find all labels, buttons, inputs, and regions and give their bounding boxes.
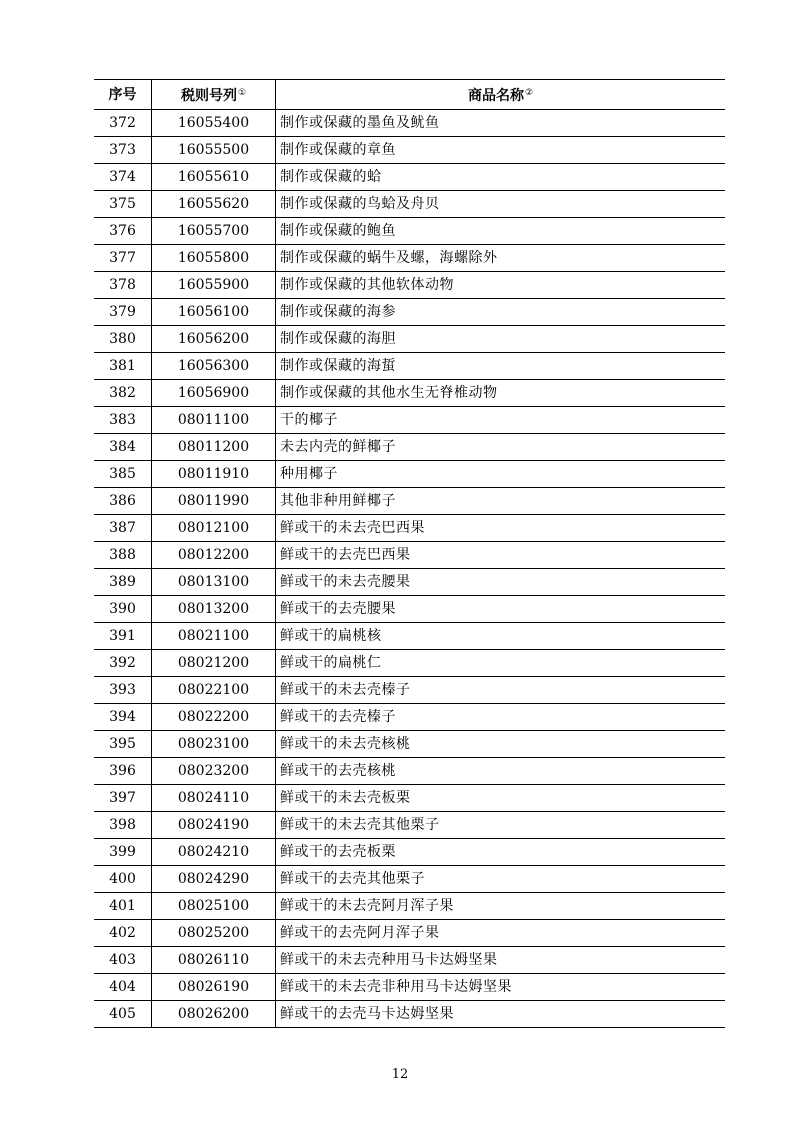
row-name: 鲜或干的去壳板栗 [276, 839, 726, 866]
row-name: 其他非种用鲜椰子 [276, 488, 726, 515]
row-code: 16055900 [152, 272, 276, 299]
row-name: 鲜或干的未去壳核桃 [276, 731, 726, 758]
row-code: 08022100 [152, 677, 276, 704]
row-name: 制作或保藏的海蜇 [276, 353, 726, 380]
row-seq: 388 [94, 542, 152, 569]
row-name: 鲜或干的未去壳非种用马卡达姆坚果 [276, 974, 726, 1001]
row-seq: 384 [94, 434, 152, 461]
row-name: 鲜或干的去壳榛子 [276, 704, 726, 731]
row-code: 08024210 [152, 839, 276, 866]
header-name-note: ② [524, 88, 534, 98]
row-seq: 375 [94, 191, 152, 218]
table-row [94, 137, 725, 164]
row-name: 鲜或干的未去壳腰果 [276, 569, 726, 596]
row-code: 08025200 [152, 920, 276, 947]
row-seq: 393 [94, 677, 152, 704]
row-seq: 397 [94, 785, 152, 812]
row-seq: 398 [94, 812, 152, 839]
table-row [94, 407, 725, 434]
row-seq: 372 [94, 110, 152, 137]
header-name [276, 80, 726, 110]
header-code [152, 80, 276, 110]
row-code: 16055800 [152, 245, 276, 272]
row-seq: 389 [94, 569, 152, 596]
row-seq: 382 [94, 380, 152, 407]
row-name: 制作或保藏的墨鱼及鱿鱼 [276, 110, 726, 137]
row-name: 鲜或干的未去壳榛子 [276, 677, 726, 704]
row-name: 鲜或干的去壳核桃 [276, 758, 726, 785]
table-row [94, 920, 725, 947]
table-row [94, 461, 725, 488]
row-code: 16056900 [152, 380, 276, 407]
row-seq: 378 [94, 272, 152, 299]
row-code: 16055620 [152, 191, 276, 218]
row-name: 制作或保藏的其他软体动物 [276, 272, 726, 299]
header-name-label: 商品名称 [467, 88, 524, 104]
row-name: 制作或保藏的蜗牛及螺，海螺除外 [276, 245, 726, 272]
table-row [94, 731, 725, 758]
row-seq: 401 [94, 893, 152, 920]
row-name: 种用椰子 [276, 461, 726, 488]
row-code: 16055610 [152, 164, 276, 191]
table-row [94, 866, 725, 893]
row-code: 08026110 [152, 947, 276, 974]
row-seq: 386 [94, 488, 152, 515]
table-row [94, 677, 725, 704]
row-code: 08026200 [152, 1001, 276, 1028]
row-code: 08021100 [152, 623, 276, 650]
row-name: 制作或保藏的鸟蛤及舟贝 [276, 191, 726, 218]
table-row [94, 704, 725, 731]
row-seq: 405 [94, 1001, 152, 1028]
row-name: 鲜或干的未去壳种用马卡达姆坚果 [276, 947, 726, 974]
row-name: 鲜或干的扁桃仁 [276, 650, 726, 677]
table-row [94, 893, 725, 920]
row-seq: 374 [94, 164, 152, 191]
row-seq: 392 [94, 650, 152, 677]
table-body [94, 110, 725, 1028]
header-seq-label: 序号 [108, 86, 137, 103]
table-header-row [94, 80, 725, 110]
row-seq: 390 [94, 596, 152, 623]
row-name: 鲜或干的未去壳板栗 [276, 785, 726, 812]
row-seq: 383 [94, 407, 152, 434]
row-name: 制作或保藏的蛤 [276, 164, 726, 191]
row-name: 干的椰子 [276, 407, 726, 434]
row-code: 08021200 [152, 650, 276, 677]
row-code: 08025100 [152, 893, 276, 920]
row-code: 08011200 [152, 434, 276, 461]
table-row [94, 758, 725, 785]
row-name: 制作或保藏的海参 [276, 299, 726, 326]
row-seq: 387 [94, 515, 152, 542]
table-row [94, 785, 725, 812]
table-row [94, 974, 725, 1001]
row-name: 鲜或干的去壳阿月浑子果 [276, 920, 726, 947]
row-seq: 381 [94, 353, 152, 380]
row-seq: 380 [94, 326, 152, 353]
row-code: 08012200 [152, 542, 276, 569]
table-row [94, 515, 725, 542]
table-row [94, 596, 725, 623]
table-row [94, 164, 725, 191]
row-name: 鲜或干的去壳腰果 [276, 596, 726, 623]
row-seq: 396 [94, 758, 152, 785]
table-row [94, 110, 725, 137]
header-code-label: 税则号列 [180, 88, 237, 104]
row-seq: 391 [94, 623, 152, 650]
row-name: 鲜或干的扁桃核 [276, 623, 726, 650]
table-row [94, 299, 725, 326]
table-row [94, 623, 725, 650]
table-row [94, 947, 725, 974]
row-code: 08011990 [152, 488, 276, 515]
table-row [94, 812, 725, 839]
table-row [94, 650, 725, 677]
row-name: 鲜或干的未去壳阿月浑子果 [276, 893, 726, 920]
row-seq: 373 [94, 137, 152, 164]
table-row [94, 488, 725, 515]
row-code: 08022200 [152, 704, 276, 731]
table-row [94, 839, 725, 866]
row-seq: 399 [94, 839, 152, 866]
header-seq [94, 80, 152, 110]
row-name: 鲜或干的未去壳其他栗子 [276, 812, 726, 839]
table-row [94, 380, 725, 407]
row-code: 16056200 [152, 326, 276, 353]
row-code: 08026190 [152, 974, 276, 1001]
row-name: 制作或保藏的其他水生无脊椎动物 [276, 380, 726, 407]
row-name: 鲜或干的未去壳巴西果 [276, 515, 726, 542]
row-seq: 379 [94, 299, 152, 326]
row-seq: 400 [94, 866, 152, 893]
row-seq: 403 [94, 947, 152, 974]
row-name: 制作或保藏的章鱼 [276, 137, 726, 164]
row-code: 08024290 [152, 866, 276, 893]
row-code: 08023100 [152, 731, 276, 758]
row-seq: 402 [94, 920, 152, 947]
row-code: 08013200 [152, 596, 276, 623]
row-seq: 395 [94, 731, 152, 758]
table-row [94, 218, 725, 245]
row-code: 08012100 [152, 515, 276, 542]
row-name: 制作或保藏的鲍鱼 [276, 218, 726, 245]
row-code: 08024190 [152, 812, 276, 839]
table-row [94, 245, 725, 272]
row-name: 未去内壳的鲜椰子 [276, 434, 726, 461]
row-seq: 377 [94, 245, 152, 272]
row-code: 08013100 [152, 569, 276, 596]
row-code: 16055700 [152, 218, 276, 245]
row-code: 16056100 [152, 299, 276, 326]
row-code: 08011100 [152, 407, 276, 434]
table-row [94, 353, 725, 380]
table-row [94, 191, 725, 218]
row-name: 鲜或干的去壳马卡达姆坚果 [276, 1001, 726, 1028]
header-code-note: ① [237, 88, 247, 98]
table-row [94, 434, 725, 461]
row-code: 08011910 [152, 461, 276, 488]
row-seq: 404 [94, 974, 152, 1001]
row-seq: 385 [94, 461, 152, 488]
row-seq: 394 [94, 704, 152, 731]
row-code: 16056300 [152, 353, 276, 380]
row-name: 鲜或干的去壳其他栗子 [276, 866, 726, 893]
row-code: 08024110 [152, 785, 276, 812]
table-row [94, 542, 725, 569]
table-row [94, 326, 725, 353]
row-name: 制作或保藏的海胆 [276, 326, 726, 353]
row-name: 鲜或干的去壳巴西果 [276, 542, 726, 569]
page-number: 12 [391, 1067, 409, 1082]
row-code: 08023200 [152, 758, 276, 785]
table-row [94, 569, 725, 596]
table-row [94, 1001, 725, 1028]
row-seq: 376 [94, 218, 152, 245]
tariff-table [94, 79, 725, 1028]
row-code: 16055400 [152, 110, 276, 137]
row-code: 16055500 [152, 137, 276, 164]
table-row [94, 272, 725, 299]
